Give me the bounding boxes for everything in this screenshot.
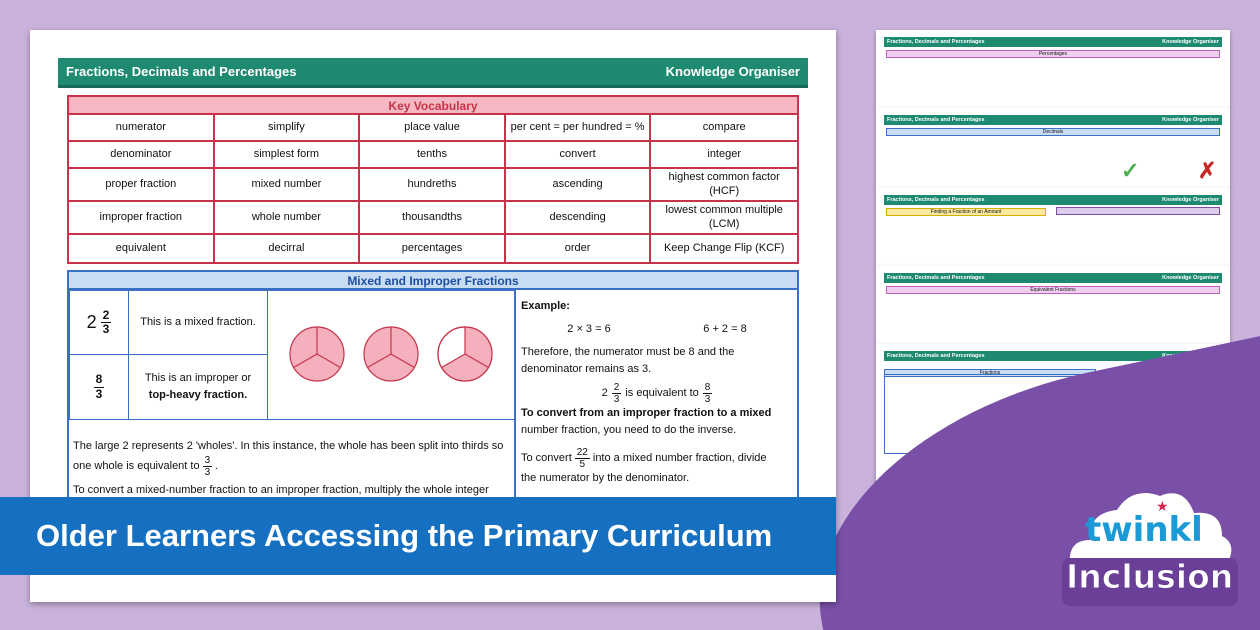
inclusion-wordmark: Inclusion bbox=[1066, 557, 1234, 596]
thumbnail-header-left: Fractions, Decimals and Percentages bbox=[887, 117, 985, 123]
thumbnail-section-title: Percentages bbox=[886, 50, 1220, 58]
mixed-fraction bbox=[101, 309, 112, 336]
cross-icon: ✗ bbox=[1198, 158, 1217, 183]
improper-fraction-label-box bbox=[128, 354, 268, 420]
vocabulary-term: place value bbox=[360, 115, 506, 142]
fraction-denominator: 3 bbox=[204, 467, 211, 479]
vocabulary-term: equivalent bbox=[69, 235, 215, 262]
calc-multiply: 2 × 3 = 6 bbox=[567, 323, 611, 336]
vocabulary-term: simplest form bbox=[215, 142, 361, 169]
thumbnail-section-title: Finding a Fraction of an Amount bbox=[886, 208, 1046, 216]
pie-whole-2 bbox=[364, 327, 418, 381]
vocabulary-grid bbox=[69, 115, 797, 262]
fraction-denominator: 3 bbox=[613, 394, 620, 406]
thumbnail-section-title: Equivalent Fractions bbox=[886, 286, 1220, 294]
thumbnail-page-percentages[interactable] bbox=[876, 30, 1230, 108]
fraction-numerator: 22 bbox=[576, 447, 588, 459]
equiv-text: is equivalent to bbox=[625, 387, 699, 400]
thumbnail-header bbox=[884, 37, 1222, 47]
thumbnail-header-right: Knowledge Organiser bbox=[1162, 197, 1219, 203]
fraction-denominator: 3 bbox=[102, 322, 110, 336]
thumbnail-header-right: Knowledge Organiser bbox=[1162, 39, 1219, 45]
mixed-fraction-label-box bbox=[128, 290, 268, 355]
vocabulary-term: mixed number bbox=[215, 169, 361, 202]
to-convert-line bbox=[521, 447, 793, 470]
vocabulary-term: thousandths bbox=[360, 202, 506, 235]
convert-instruction: To convert a mixed-number fraction to an improper fraction, multiply the whole integer bbox=[73, 484, 489, 497]
document-title: Fractions, Decimals and Percentages bbox=[66, 64, 297, 79]
vocabulary-term: whole number bbox=[215, 202, 361, 235]
banner-title: Older Learners Accessing the Primary Curriculum bbox=[36, 518, 773, 553]
document-header bbox=[58, 58, 808, 88]
explanation-fraction bbox=[203, 455, 213, 478]
example-column bbox=[521, 298, 793, 487]
therefore-line1: Therefore, the numerator must be 8 and the bbox=[521, 346, 735, 359]
vocabulary-term: Keep Change Flip (KCF) bbox=[663, 241, 785, 254]
vocabulary-term: convert bbox=[506, 142, 652, 169]
thumbnail-header bbox=[884, 273, 1222, 283]
explanation-line1: The large 2 represents 2 'wholes'. In this instance, the whole has been split into thirds so bbox=[73, 440, 504, 452]
example-label: Example: bbox=[521, 300, 570, 312]
document-subtitle: Knowledge Organiser bbox=[665, 64, 800, 79]
fraction-numerator: 3 bbox=[204, 455, 211, 467]
mixed-explanation bbox=[73, 438, 513, 499]
calc-add: 6 + 2 = 8 bbox=[703, 323, 747, 336]
example-calculations bbox=[521, 321, 793, 338]
vocabulary-term: descending bbox=[506, 202, 652, 235]
therefore-line2: denominator remains as 3. bbox=[521, 363, 652, 376]
thumbnail-header-left: Fractions, Decimals and Percentages bbox=[887, 39, 985, 45]
vocabulary-term: compare bbox=[651, 115, 797, 142]
improper-label-line1: This is an improper or bbox=[144, 371, 252, 384]
thirds-pie-diagram bbox=[268, 291, 512, 417]
pie-whole-1 bbox=[290, 327, 344, 381]
mixed-improper-title: Mixed and Improper Fractions bbox=[69, 272, 797, 290]
thumbnail-page-equivalent[interactable] bbox=[876, 266, 1230, 344]
thumbnail-header bbox=[884, 115, 1222, 125]
title-banner bbox=[0, 497, 836, 575]
fraction-denominator: 3 bbox=[95, 386, 103, 401]
vocabulary-term: improper fraction bbox=[69, 202, 215, 235]
thumbnail-section-title: Decimals bbox=[886, 128, 1220, 136]
improper-fraction bbox=[94, 373, 105, 400]
improper-fraction-example bbox=[69, 354, 129, 420]
mixed-fraction-example bbox=[69, 290, 129, 355]
improper-label-line2: top-heavy fraction. bbox=[148, 389, 248, 401]
to-convert-rest: into a mixed number fraction, divide bbox=[592, 452, 767, 465]
vocabulary-term: denominator bbox=[69, 142, 215, 169]
vocabulary-term: numerator bbox=[69, 115, 215, 142]
fraction-numerator: 2 bbox=[613, 382, 620, 394]
thumbnail-page-fraction-amount[interactable] bbox=[876, 188, 1230, 266]
to-convert-text: To convert bbox=[521, 452, 572, 465]
thumbnail-header-right: Knowledge Organiser bbox=[1162, 275, 1219, 281]
thumbnail-page-decimals[interactable] bbox=[876, 108, 1230, 188]
vocabulary-term: per cent = per hundred = % bbox=[506, 115, 652, 142]
key-vocabulary-title: Key Vocabulary bbox=[69, 97, 797, 115]
fraction-numerator: 2 bbox=[102, 307, 110, 322]
fraction-denominator: 5 bbox=[579, 459, 586, 471]
equivalence-line bbox=[521, 382, 793, 405]
thumbnail-header-left: Fractions, Decimals and Percentages bbox=[887, 353, 985, 359]
star-icon: ★ bbox=[1156, 498, 1169, 514]
mixed-whole: 2 bbox=[86, 312, 97, 332]
vocabulary-term: proper fraction bbox=[69, 169, 215, 202]
thumbnail-header-left: Fractions, Decimals and Percentages bbox=[887, 275, 985, 281]
pie-partial bbox=[438, 327, 492, 381]
thumbnail-section-box bbox=[1056, 207, 1220, 215]
vocabulary-term: order bbox=[506, 235, 652, 262]
thumbnail-header bbox=[884, 195, 1222, 205]
vocabulary-term: integer bbox=[651, 142, 797, 169]
vocabulary-term: decirral bbox=[215, 235, 361, 262]
vocabulary-term: highest common factor (HCF) bbox=[651, 169, 797, 202]
inverse-line1: To convert from an improper fraction to a mixed bbox=[521, 407, 772, 420]
equiv-fraction-2 bbox=[703, 382, 713, 405]
inverse-line2: number fraction, you need to do the inverse. bbox=[521, 424, 737, 437]
check-icon: ✓ bbox=[1121, 158, 1140, 183]
pie-diagram-box bbox=[267, 290, 515, 420]
to-convert-line2: the numerator by the denominator. bbox=[521, 472, 690, 485]
vocabulary-term: tenths bbox=[360, 142, 506, 169]
vocabulary-term: simplify bbox=[215, 115, 361, 142]
vocabulary-term: ascending bbox=[506, 169, 652, 202]
vocabulary-term: hundreths bbox=[360, 169, 506, 202]
equiv-fraction bbox=[612, 382, 622, 405]
equiv-whole: 2 bbox=[601, 387, 608, 400]
fraction-numerator: 8 bbox=[95, 372, 103, 387]
explanation-line2: one whole is equivalent to $\frac{3}{3}$ . bbox=[73, 455, 219, 479]
mixed-fraction-label: This is a mixed fraction. bbox=[140, 315, 256, 328]
thumbnail-section-title: Fractions bbox=[884, 369, 1096, 377]
explanation-line2-text: one whole is equivalent to bbox=[73, 460, 200, 473]
twinkl-wordmark: twinkl bbox=[1085, 510, 1203, 550]
fraction-numerator: 8 bbox=[704, 382, 711, 394]
vocabulary-term: lowest common multiple (LCM) bbox=[651, 202, 797, 235]
key-vocabulary-table bbox=[67, 95, 799, 264]
fraction-denominator: 3 bbox=[704, 394, 711, 406]
thumbnail-header-left: Fractions, Decimals and Percentages bbox=[887, 197, 985, 203]
vocabulary-term: percentages bbox=[360, 235, 506, 262]
thumbnail-header-right: Knowledge Organiser bbox=[1162, 117, 1219, 123]
to-convert-fraction bbox=[575, 447, 590, 470]
